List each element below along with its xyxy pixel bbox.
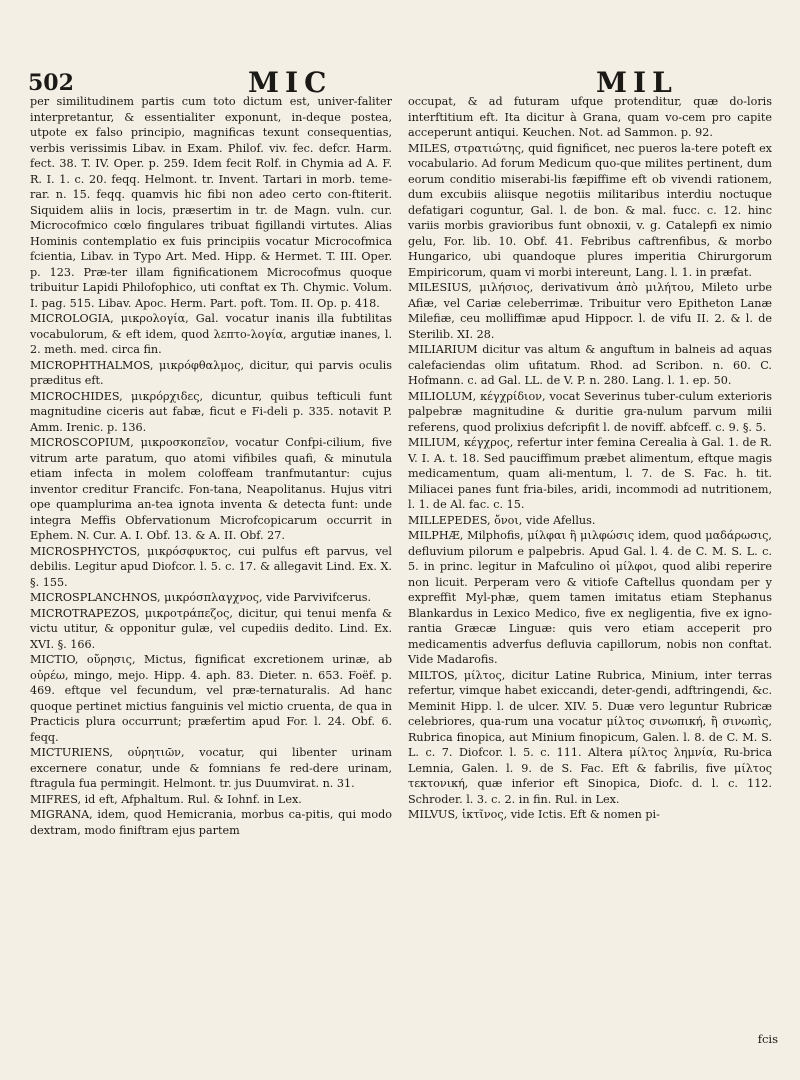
page-number: 502 <box>28 70 74 96</box>
entry-microsphyctos: MICROSPHYCTOS, μικρόσφυκτος, cui pulfus eft parvus, vel debilis. Legitur apud Diofcor. l. 5. c. 17. & allegavit Lind. Ex. X. §. 155. <box>30 544 392 589</box>
catchword: fcis <box>757 1032 778 1046</box>
left-column <box>30 94 392 838</box>
entry-milium: MILIUM, κέγχρος, refertur inter femina Cerealia à Gal. 1. de R. V. I. A. t. 18. Sed pauciffimum præbet alimentum, eftque magis medicamentum, quam ali-mentum, l. 7. de S. Fac. h. tit. Miliacei panes funt fria-biles, aridi, incommodi ad nutritionem, l. 1. de Al. fac. c. 15. <box>408 436 772 511</box>
entry-miliarium: MILIARIUM dicitur vas altum & anguftum in balneis ad aquas calefaciendas olim ufitatum. Rhod. ad Scribon. n. 60. C. Hofmann. c. ad Gal. LL. de V. P. n. 280. Lang. l. 1. ep. 50. <box>408 343 772 387</box>
entry-paragraph: per similitudinem partis cum toto dictum est, univer-faliter interpretantur, & essentialiter exponunt, in-deque postea, utpote ex falso principio, magnificas texunt consequentias, verbis verissimis Libav. in Exam. Philof. viv. fec. defcr. Harm. fect. 38. T. IV. Oper. p. 259. Idem fecit Rolf. in Chymia ad A. F. R. I. 1. c. 20. feqq. Helmont. tr. Invent. Tartari in morb. teme-rar. n. 15. feqq. quamvis hic fibi non adeo certo con-ftiterit. Siquidem aliis in locis, præsertim in tr. de Magn. vuln. cur. Microcofmico cœlo fingulares tribuat figillandi virtutes. Alias Hominis contemplatio ex fuis principiis vocatur Microcofmica fcientia, Libav. in Typo Art. Med. Hipp. & Hermet. T. III. Oper. p. 123. Præ-ter illam fignificationem Microcofmus quoque tribuitur Lapidi Philofophico, uti conftat ex Th. Chymic. Volum. I. pag. 515. Libav. Apoc. Herm. Part. poft. Tom. II. Op. p. 418. <box>30 95 392 310</box>
entry-migrana: MIGRANA, idem, quod Hemicrania, morbus ca-pitis, qui modo dextram, modo finiftram ejus partem <box>30 808 392 837</box>
entry-milphae: MILPHÆ, Milphofis, μίλφαι ἢ μιλφώσις idem, quod μαδάρωσις, defluvium pilorum e palpebris. Apud Gal. l. 4. de C. M. S. L. c. 5. in princ. legitur in Mafculino οἱ μίλφοι, quod alibi reperire non licuit. Perperam vero & vitiofe Caftellus quondam per y expreffit Myl-phæ, quem tamen imitatus etiam Stephanus Blankardus in Lexico Medico, five ex negligentia, five ex igno-rantia Græcæ Linguæ: quis vero etiam acceperit pro medicamentis adverfus defluvia capillorum, nobis non conftat. Vide Madarofis. <box>408 529 772 666</box>
running-head-left: MIC <box>248 66 333 99</box>
entry-miltos: MILTOS, μίλτος, dicitur Latine Rubrica, Minium, inter terras refertur, vimque habet exiccandi, deter-gendi, adftringendi, &c. Meminit Hipp. l. de ulcer. XIV. 5. Duæ vero leguntur Rubricæ celebriores, qua-rum una vocatur μίλτος σινωπική, ἢ σινωπὶς, Rubrica finopica, aut Minium finopicum, Galen. l. 8. de C. M. S. L. c. 7. Diofcor. l. 5. c. 111. Altera μίλτος λημνία, Ru-brica Lemnia, Galen. l. 9. de S. Fac. Eft & fabrilis, five μίλτος τεκτονική, quæ inferior eft Sinopica, Diofc. d. l. c. 112. Schroder. l. 3. c. 2. in fin. Rul. in Lex. <box>408 668 772 806</box>
running-head-right: MIL <box>596 66 678 99</box>
entry-micturiens: MICTURIENS, οὐρητιῶν, vocatur, qui libenter urinam excernere conatur, unde & fomnians fe red-dere urinam, ftragula fua permingit. Helmont. tr. jus Duumvirat. n. 31. <box>30 746 392 790</box>
entry-microsplanchnos: MICROSPLANCHNOS, μικρόσπλαγχνος, vide Parvivifcerus. <box>30 591 372 604</box>
entry-microchides: MICROCHIDES, μικρόρχιδες, dicuntur, quibus tefticuli funt magnitudine ciceris aut fabæ, ficut e Fi-deli p. 335. notavit P. Amm. Irenic. p. 136. <box>30 389 392 434</box>
entry-milvus: MILVUS, ἰκτῖνος, vide Ictis. Eft & nomen pi- <box>408 808 660 821</box>
entry-microscopium: MICROSCOPIUM, μικροσκοπεῖον, vocatur Confpi-cilium, five vitrum arte paratum, quo atomi vifibiles quafi, & minutula etiam infecta in molem coloffeam tranfmutantur: cujus inventor creditur Francifc. Fon-tana, Neapolitanus. Hujus vitri ope quamplurima an-tea ignota inventa & detecta funt: unde integra Meffis Obfervationum Microfcopicarum occurrit in Ephem. N. Cur. A. I. Obf. 13. & A. II. Obf. 27. <box>30 436 392 542</box>
entry-mictio: MICTIO, οὔρησις, Mictus, fignificat excretionem urinæ, ab οὐρέω, mingo, mejo. Hipp. 4. aph. 83. Dieter. n. 653. Foëf. p. 469. eftque vel fecundum, vel præ-ternaturalis. Ad hanc quoque pertinet mictius fanguinis vel mictio cruenta, de qua in Practicis plura occurrunt; præfertim apud For. l. 24. Obf. 6. feqq. <box>30 653 392 744</box>
right-column <box>408 94 772 823</box>
entry-mifres: MIFRES, id eft, Afphaltum. Rul. & Iohnf. in Lex. <box>30 792 302 806</box>
entry-paragraph: occupat, & ad futuram ufque protenditur, quæ do-loris interftitium eft. Ita dicitur à Grana, quam vo-cem pro capite acceperunt antiqui. Keuchen. Not. ad Sammon. p. 92. <box>408 95 772 139</box>
entry-milesius: MILESIUS, μιλήσιος, derivativum ἀπὸ μιλήτου, Mileto urbe Afiæ, vel Cariæ celeberrimæ. Tribuitur vero Epitheton Lanæ Milefiæ, ceu molliffimæ apud Hippocr. l. de vifu II. 2. & l. de Sterilib. XI. 28. <box>408 281 772 341</box>
entry-millepedes: MILLEPEDES, ὄνοι, vide Afellus. <box>408 513 596 527</box>
entry-micrologia: MICROLOGIA, μικρολογία, Gal. vocatur inanis illa fubtilitas vocabulorum, & eft idem, quod λεπτο-λογία, argutiæ inanes, l. 2. meth. med. circa fin. <box>30 312 392 356</box>
entry-miles: MILES, στρατιώτης, quid fignificet, nec pueros la-tere poteft ex vocabulario. Ad forum Medicum quo-que milites pertinent, dum eorum conditio miserabi-lis fæpiffime eft ob vivendi rationem, dum excubiis aliisque negotiis militaribus interdiu noctuque defatigari coguntur, Gal. l. de bon. & mal. fucc. c. 12. hinc variis morbis gravioribus funt obnoxii, v. g. Catalepfi ex nimio gelu, For. lib. 10. Obf. 41. Febribus caftrenfibus, & morbo Hungarico, ubi quandoque plures imperitia Chirurgorum Empiricorum, quam vi morbi intereunt, Lang. l. 1. in præfat. <box>408 141 772 279</box>
entry-microtrapezos: MICROTRAPEZOS, μικροτράπεζος, dicitur, qui tenui menfa & victu utitur, & opponitur gulæ, vel cupediis dedito. Lind. Ex. XVI. §. 166. <box>30 606 392 651</box>
entry-microphthalmos: MICROPHTHALMOS, μικρόφθαλμος, dicitur, qui parvis oculis præditus eft. <box>30 358 392 387</box>
entry-miliolum: MILIOLUM, κέγχρίδιον, vocat Severinus tuber-culum exterioris palpebræ magnitudine & duritie gra-nulum parvum milii referens, quod prolixius defcripfit l. de noviff. abfceff. c. 9. §. 5. <box>408 389 772 434</box>
